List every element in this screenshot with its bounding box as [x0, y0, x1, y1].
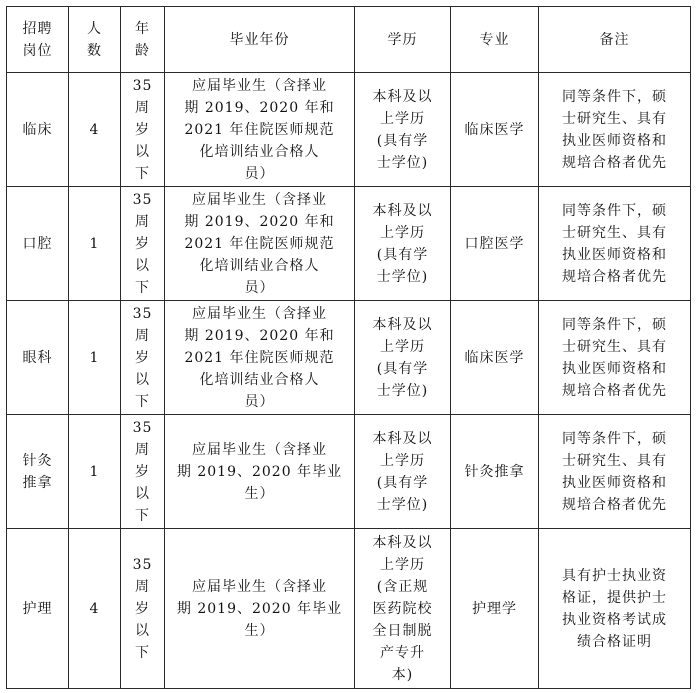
cell-major: 临床医学 — [451, 73, 539, 187]
header-count: 人 数 — [69, 7, 121, 73]
cell-age: 35 周 岁 以 下 — [121, 187, 165, 301]
document-page — [6, 6, 690, 688]
header-position: 招聘 岗位 — [7, 7, 69, 73]
cell-position: 针灸 推拿 — [7, 415, 69, 529]
cell-position: 临床 — [7, 73, 69, 187]
cell-position: 眼科 — [7, 301, 69, 415]
header-row — [7, 7, 691, 73]
cell-major: 临床医学 — [451, 301, 539, 415]
cell-age: 35 周 岁 以 下 — [121, 301, 165, 415]
cell-count: 4 — [69, 73, 121, 187]
header-age: 年 龄 — [121, 7, 165, 73]
cell-grad-year: 应届毕业生（含择业 期 2019、2020 年和 2021 年住院医师规范 化培训结业合格人 员） — [165, 73, 355, 187]
cell-position: 口腔 — [7, 187, 69, 301]
cell-age: 35 周 岁 以 下 — [121, 415, 165, 529]
header-education: 学历 — [355, 7, 451, 73]
table-row — [7, 529, 691, 689]
cell-grad-year: 应届毕业生（含择业 期 2019、2020 年毕业 生） — [165, 415, 355, 529]
cell-age: 35 周 岁 以 下 — [121, 529, 165, 689]
table-row — [7, 415, 691, 529]
cell-education: 本科及以 上学历 (具有学 士学位) — [355, 301, 451, 415]
cell-grad-year: 应届毕业生（含择业 期 2019、2020 年和 2021 年住院医师规范 化培训结业合格人 员） — [165, 187, 355, 301]
cell-major: 护理学 — [451, 529, 539, 689]
cell-age: 35 周 岁 以 下 — [121, 73, 165, 187]
table-row — [7, 73, 691, 187]
cell-count: 1 — [69, 415, 121, 529]
header-major: 专业 — [451, 7, 539, 73]
cell-note: 具有护士执业资 格证，提供护士 执业资格考试成 绩合格证明 — [539, 529, 691, 689]
header-note: 备注 — [539, 7, 691, 73]
cell-note: 同等条件下，硕 士研究生、具有 执业医师资格和 规培合格者优先 — [539, 187, 691, 301]
header-grad-year: 毕业年份 — [165, 7, 355, 73]
cell-note: 同等条件下，硕 士研究生、具有 执业医师资格和 规培合格者优先 — [539, 73, 691, 187]
cell-education: 本科及以 上学历 (含正规 医药院校 全日制脱 产专升 本) — [355, 529, 451, 689]
cell-education: 本科及以 上学历 (具有学 士学位) — [355, 415, 451, 529]
recruitment-table — [6, 6, 691, 689]
cell-count: 1 — [69, 187, 121, 301]
cell-education: 本科及以 上学历 (具有学 士学位) — [355, 187, 451, 301]
cell-major: 口腔医学 — [451, 187, 539, 301]
cell-grad-year: 应届毕业生（含择业 期 2019、2020 年和 2021 年住院医师规范 化培训结业合格人 员） — [165, 301, 355, 415]
cell-education: 本科及以 上学历 (具有学 士学位) — [355, 73, 451, 187]
table-row — [7, 301, 691, 415]
cell-major: 针灸推拿 — [451, 415, 539, 529]
table-row — [7, 187, 691, 301]
cell-grad-year: 应届毕业生（含择业 期 2019、2020 年毕业 生） — [165, 529, 355, 689]
cell-position: 护理 — [7, 529, 69, 689]
cell-count: 1 — [69, 301, 121, 415]
cell-note: 同等条件下，硕 士研究生、具有 执业医师资格和 规培合格者优先 — [539, 301, 691, 415]
cell-count: 4 — [69, 529, 121, 689]
cell-note: 同等条件下，硕 士研究生、具有 执业医师资格和 规培合格者优先 — [539, 415, 691, 529]
